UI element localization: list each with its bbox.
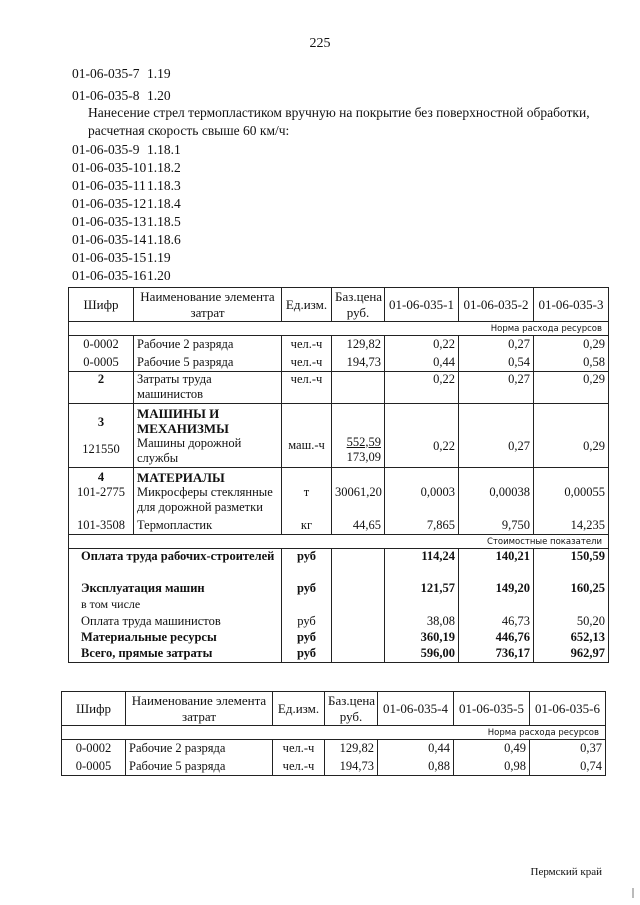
table-row: 101-3508 Термопластик кг 44,65 7,865 9,750 14,235 — [69, 518, 609, 535]
header-col-4: 01-06-035-4 — [378, 692, 454, 726]
header-price: Баз.цена руб. — [325, 692, 378, 726]
header-col-3: 01-06-035-3 — [534, 288, 609, 322]
header-unit: Ед.изм. — [282, 288, 332, 322]
subheader-cost-row — [69, 535, 609, 549]
cost-row: Оплата труда машинистов руб 38,08 46,73 50,20 — [69, 613, 609, 630]
resource-table-2 — [61, 691, 606, 776]
cost-row: в том числе — [69, 597, 609, 613]
table-row-machines: 3 121550 МАШИНЫ И МЕХАНИЗМЫ Машины дорожной службы маш.-ч 552,59 173,09 0,22 0,27 0,29 — [69, 404, 609, 468]
header-col-1: 01-06-035-1 — [385, 288, 459, 322]
header-col-5: 01-06-035-5 — [454, 692, 530, 726]
table-row: 0-0005 Рабочие 5 разряда чел.-ч 194,73 0,88 0,98 0,74 — [62, 758, 606, 776]
header-code: Шифр — [69, 288, 134, 322]
subheader-cost: Стоимостные показатели — [69, 535, 609, 549]
table-row-materials: 4 101-2775 МАТЕРИАЛЫ Микросферы стеклянные для дорожной разметки т 30061,20 0,0003 0,00038 0,00055 — [69, 468, 609, 518]
subheader-norm: Норма расхода ресурсов — [69, 322, 609, 336]
table-row: 0-0002 Рабочие 2 разряда чел.-ч 129,82 0,22 0,27 0,29 — [69, 336, 609, 354]
header-price: Баз.цена руб. — [332, 288, 385, 322]
page-number: 225 — [309, 36, 331, 51]
header-unit: Ед.изм. — [273, 692, 325, 726]
code-line: 01-06-035-9 1.18.1 — [72, 142, 181, 157]
table-row: 2 Затраты труда машинистов чел.-ч 0,22 0,27 0,29 — [69, 372, 609, 404]
code-line: 01-06-035-151.19 — [72, 250, 171, 265]
table-header-row — [62, 692, 606, 726]
code-line: 01-06-035-161.20 — [72, 268, 171, 283]
header-name: Наименование элемента затрат — [126, 692, 273, 726]
code-line: 01-06-035-101.18.2 — [72, 160, 181, 175]
table-row: 0-0005 Рабочие 5 разряда чел.-ч 194,73 0,44 0,54 0,58 — [69, 354, 609, 372]
code-line: 01-06-035-7 1.19 — [72, 66, 171, 81]
cost-row: Оплата труда рабочих-строителей руб 114,24 140,21 150,59 — [69, 549, 609, 581]
code-line: 01-06-035-121.18.4 — [72, 196, 181, 211]
header-name: Наименование элемента затрат — [134, 288, 282, 322]
scan-mark — [632, 888, 634, 898]
code-line: 01-06-035-111.18.3 — [72, 178, 181, 193]
region-footer: Пермский край — [530, 866, 602, 878]
subheader-norm-row — [62, 726, 606, 740]
cost-row: Материальные ресурсы руб 360,19 446,76 652,13 — [69, 630, 609, 646]
cost-row: Эксплуатация машин руб 121,57 149,20 160,25 — [69, 581, 609, 597]
table-header-row — [69, 288, 609, 322]
subheader-norm-row — [69, 322, 609, 336]
cost-row: Всего, прямые затраты руб 596,00 736,17 962,97 — [69, 646, 609, 663]
subheader-norm: Норма расхода ресурсов — [62, 726, 606, 740]
header-col-2: 01-06-035-2 — [459, 288, 534, 322]
header-col-6: 01-06-035-6 — [530, 692, 606, 726]
table-row: 0-0002 Рабочие 2 разряда чел.-ч 129,82 0,44 0,49 0,37 — [62, 740, 606, 758]
header-code: Шифр — [62, 692, 126, 726]
resource-table-1 — [68, 287, 609, 663]
section-description: Нанесение стрел термопластиком вручную на покрытие без поверхностной обработки, расчетная скорость свыше 60 км/ч: — [88, 105, 590, 138]
code-line: 01-06-035-131.18.5 — [72, 214, 181, 229]
code-line: 01-06-035-141.18.6 — [72, 232, 181, 247]
code-line: 01-06-035-8 1.20 — [72, 88, 171, 103]
